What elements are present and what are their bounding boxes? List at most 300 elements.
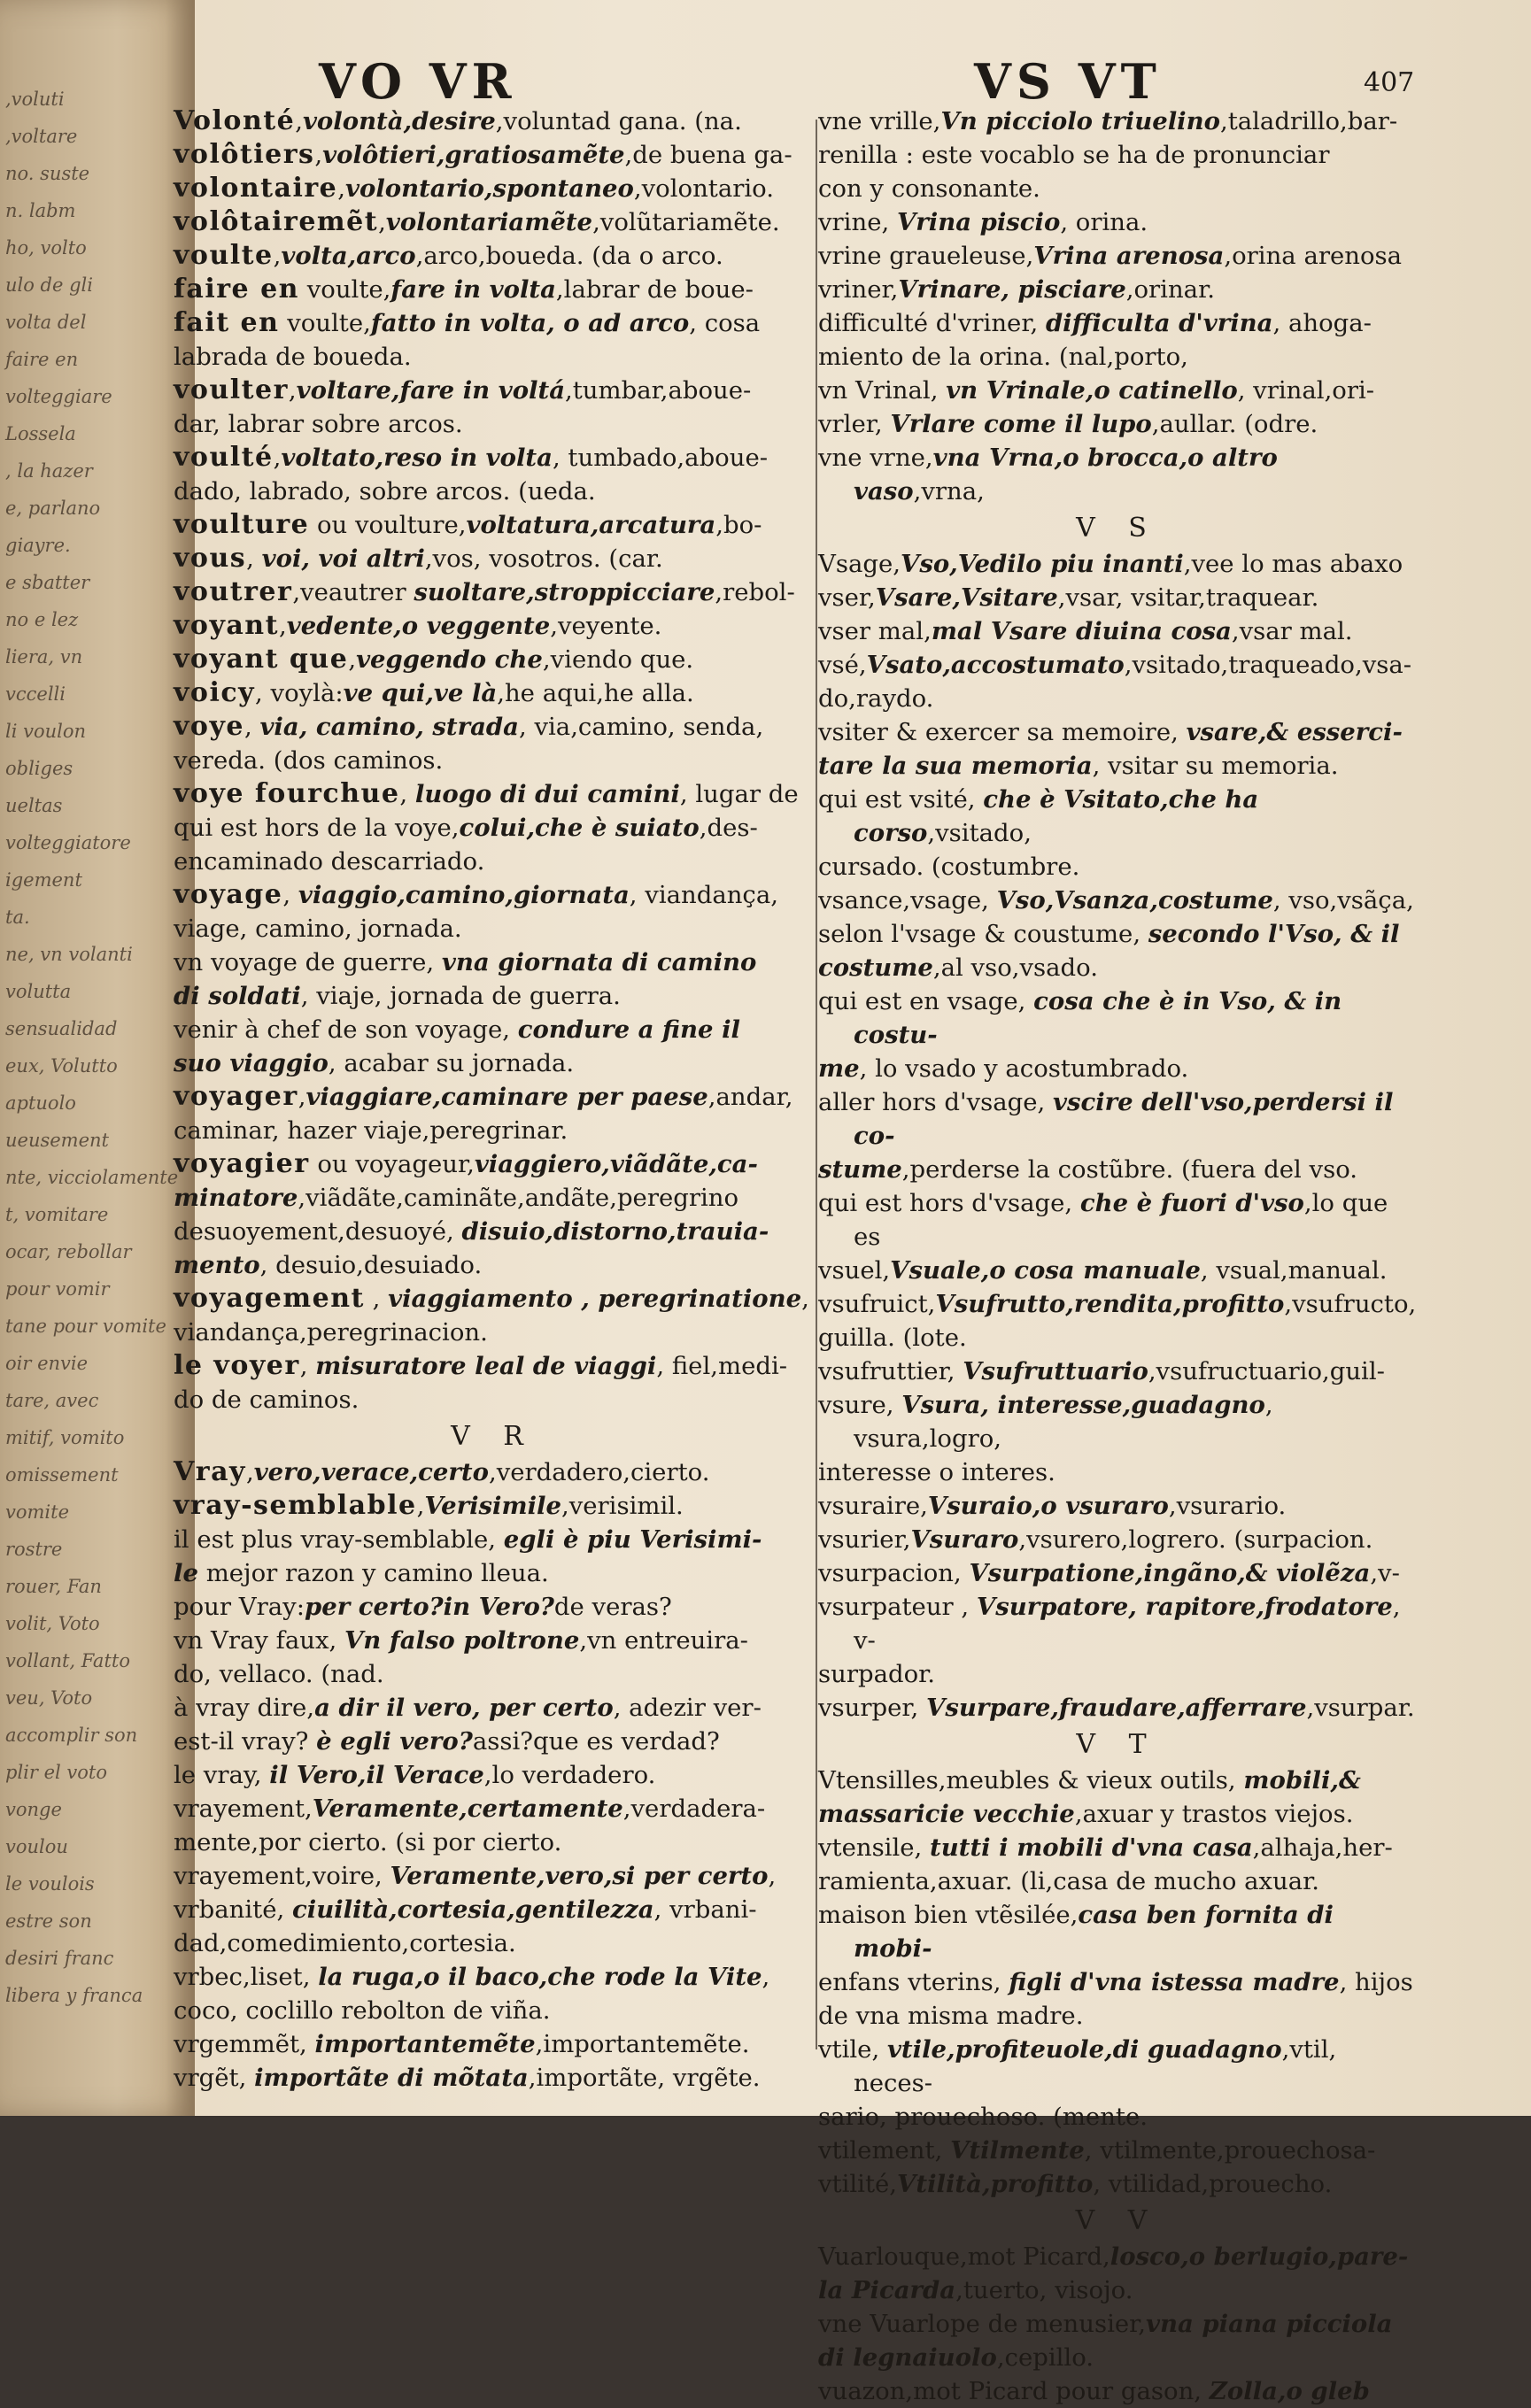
margin-fragment: faire en [5,349,79,370]
margin-fragment: ,voluti [5,89,65,110]
margin-fragment: libera y franca [5,1985,143,2006]
dictionary-line [818,2341,1417,2374]
dictionary-line [818,2374,1417,2408]
italian-gloss: minatore [174,1184,298,1212]
italian-gloss: viaggiero,viãdãte,ca- [474,1150,758,1178]
dictionary-line [174,1624,813,1657]
italian-gloss: fare in volta [390,275,556,304]
italian-gloss: di legnaiuolo [818,2343,997,2372]
french-text: vuazon,mot Picard pour gason, [818,2377,1210,2405]
spanish-gloss: , lugar de [679,780,799,808]
dictionary-line [818,917,1417,951]
dictionary-line [174,508,813,542]
italian-gloss: Vsurpatione,ingãno,& violẽza [969,1559,1371,1587]
french-text: , [273,242,282,270]
italian-gloss: vero,verace,certo [253,1458,489,1486]
spanish-gloss: , cosa [689,309,761,337]
spanish-gloss: ,volontario. [633,174,774,203]
french-text: , [245,1458,254,1486]
italian-gloss: volta,arco [281,242,416,270]
spanish-gloss: , viandança, [629,881,778,909]
italian-gloss: vna giornata di camino [441,948,757,976]
italian-gloss: importantemẽte [314,2030,536,2058]
italian-gloss: massaricie vecchie [818,1800,1075,1828]
headword: voulté [174,442,274,473]
french-text: qui est hors de la voye, [174,814,460,842]
headword: voye [174,711,244,742]
margin-fragment: igement [5,869,82,891]
italian-gloss: viaggiamento , peregrinatione [388,1285,802,1313]
italian-gloss: voltato,reso in volta [281,444,553,472]
french-text: , [399,780,415,808]
dictionary-line [174,1080,813,1114]
french-text: , [314,141,323,169]
italian-gloss: vna Vrna,o brocca,o altro vaso [854,444,1278,506]
italian-gloss: veggendo che [356,645,543,674]
headword: voyager [174,1081,298,1112]
french-text: vsufruttier, [818,1357,963,1385]
dictionary-line [818,2100,1417,2134]
french-text: miento de la orina. (nal,porto, [818,343,1188,371]
dictionary-line [818,614,1417,648]
spanish-gloss: , hijos [1339,1968,1413,1996]
italian-gloss: Veramente,vero,si per certo [390,1862,769,1890]
french-text: enfans vterins, [818,1968,1009,1996]
dictionary-line [174,609,813,643]
margin-fragment: volta del [5,312,87,333]
french-text: vne vrille, [818,107,941,135]
french-text: qui est en vsage, [818,987,1034,1015]
french-text: caminar, hazer viaje,peregrinar. [174,1116,568,1145]
italian-gloss: è egli vero? [316,1727,473,1756]
italian-gloss: colui,che è suiato [459,814,700,842]
spanish-gloss: ,vsurpar. [1306,1694,1415,1722]
italian-gloss: voltare,fare in voltá [296,376,566,405]
dictionary-line [174,878,813,912]
french-text: dar, labrar sobre arcos. [174,410,463,438]
dictionary-line [818,1052,1417,1085]
dictionary-line [818,648,1417,682]
spanish-gloss: ,verisimil. [561,1492,684,1520]
dictionary-line [818,1388,1417,1455]
dictionary-line [174,643,813,676]
french-text: vne vrne, [818,444,933,472]
spanish-gloss: , via,camino, senda, [518,713,764,741]
spanish-gloss: ,lo verdadero. [483,1761,656,1789]
margin-fragment: e, parlano [5,498,101,519]
french-text: vtile, [818,2035,887,2064]
dictionary-line [174,1657,813,1691]
dictionary-line [818,1965,1417,1999]
italian-gloss: Vrinare, pisciare [898,275,1126,304]
italian-gloss: Veramente,certamente [312,1794,623,1823]
headword: voulture [174,509,310,540]
italian-gloss: volôtieri,gratiosamẽte [322,141,625,169]
dictionary-line [174,1792,813,1825]
dictionary-line [174,1859,813,1893]
french-text: est-il vray? [174,1727,317,1756]
french-text: vsurper, [818,1694,926,1722]
section-heading: V S [1076,513,1159,544]
dictionary-line [174,273,813,306]
dictionary-line [174,340,813,374]
margin-fragment: vollant, Fatto [5,1650,130,1671]
dictionary-line [174,441,813,475]
french-text: dado, labrado, sobre arcos. (ueda. [174,477,596,506]
italian-gloss: viaggiare,caminare per paese [305,1083,708,1111]
french-text: , [295,107,303,135]
dictionary-line [818,1321,1417,1354]
margin-fragment: no e lez [5,609,79,630]
french-text: à vray dire, [174,1694,315,1722]
headword: le voyer [174,1350,300,1381]
italian-gloss: Vso,Vsanza,costume [996,886,1273,915]
margin-fragment: pour vomir [5,1278,110,1300]
dictionary-line [818,682,1417,715]
spanish-gloss: ,volũtariamẽte. [592,208,780,236]
dictionary-line [818,1764,1417,1797]
headword: Volonté [174,105,296,136]
french-text: ,veautrer [292,578,414,606]
italian-gloss: il Vero,il Verace [269,1761,484,1789]
margin-fragment: volit, Voto [5,1613,100,1634]
italian-gloss: Vsufrutto,rendita,profitto [935,1290,1285,1318]
spanish-gloss: ,vsurario. [1168,1492,1287,1520]
dictionary-line [174,1046,813,1080]
dictionary-line [818,2167,1417,2201]
italian-gloss: stume [818,1155,902,1184]
italian-gloss: Vsuraro [910,1525,1019,1554]
spanish-gloss: ,importantemẽte. [535,2030,750,2058]
italian-gloss: tutti i mobili d'vna casa [930,1833,1253,1862]
italian-gloss: Vsuraio,o vsuraro [927,1492,1169,1520]
french-text: vrgẽt, [174,2064,255,2092]
dictionary-line [818,104,1417,138]
italian-gloss: me [818,1054,860,1083]
french-text: vsure, [818,1391,902,1419]
dictionary-line [818,884,1417,917]
dictionary-line [818,138,1417,172]
margin-fragment: omissement [5,1464,119,1486]
dictionary-line [174,1758,813,1792]
french-text: , [246,544,262,573]
dictionary-line [818,239,1417,273]
french-text: voulte, [279,309,371,337]
italian-gloss: vsare,& esserci- [1186,718,1403,746]
french-text: voulte, [298,275,391,304]
headword: volontaire [174,173,338,204]
italian-gloss: tare la sua memoria [818,752,1093,780]
french-text: vsuel, [818,1256,891,1285]
italian-gloss: importãte di mõtata [254,2064,529,2092]
french-text: selon l'vsage & coustume, [818,920,1148,948]
dictionary-line [818,850,1417,884]
french-text: vrler, [818,410,891,438]
french-text: , voylà: [255,679,344,707]
margin-fragment: rouer, Fan [5,1576,102,1597]
dictionary-line [174,1556,813,1590]
italian-gloss: Vsura, interesse,guadagno [901,1391,1265,1419]
dictionary-line [174,744,813,777]
italian-gloss: Vtilmente [950,2136,1085,2165]
french-text: vrine, [818,208,897,236]
dictionary-line [818,984,1417,1052]
margin-fragment: nte, vicciolamente [5,1167,179,1188]
dictionary-line [818,1797,1417,1831]
french-text: surpador. [818,1660,935,1688]
italian-gloss: vn Vrinale,o catinello [946,376,1238,405]
italian-gloss: Vn falso poltrone [344,1626,580,1655]
italian-gloss: costume [818,953,933,982]
dictionary-line [174,1349,813,1383]
margin-fragment: no. suste [5,163,90,184]
italian-gloss: casa ben fornita di mobi- [854,1901,1334,1963]
dictionary-line [818,2273,1417,2307]
margin-fragment: n. labm [5,200,76,221]
dictionary-line [174,845,813,878]
dictionary-line [174,138,813,172]
spanish-gloss: , adezir ver- [613,1694,762,1722]
margin-fragment: rostre [5,1539,63,1560]
margin-fragment: eux, Volutto [5,1055,118,1077]
spanish-gloss: ,orinar. [1125,275,1215,304]
spanish-gloss: , vtilmente,prouechosa- [1084,2136,1376,2165]
headword: voulte [174,240,274,271]
italian-gloss: Verisimile [424,1492,561,1520]
spanish-gloss: ,vtil, neces- [854,2035,1337,2097]
french-text: vrgemmẽt, [174,2030,315,2058]
dictionary-line [174,1383,813,1416]
dictionary-line [174,676,813,710]
margin-fragment: ho, volto [5,237,87,259]
french-text: vne Vuarlope de menusier, [818,2310,1147,2338]
spanish-gloss: , desuio,desuiado. [259,1251,483,1279]
margin-fragment: ne, vn volanti [5,944,133,965]
french-text: vriner, [818,275,899,304]
french-text: vsiter & exercer sa memoire, [818,718,1187,746]
french-text: sario, prouechoso. (mente. [818,2103,1148,2131]
spanish-gloss: ,v- [1370,1559,1400,1587]
margin-fragment: vonge [5,1799,62,1820]
dictionary-line [818,2134,1417,2167]
italian-gloss: fatto in volta, o ad arco [370,309,690,337]
italian-gloss: difficulta d'vrina [1045,309,1273,337]
spanish-gloss: , viaje, jornada de guerra. [300,982,621,1010]
dictionary-line [818,581,1417,614]
spanish-gloss: ,vsurero,logrero. (surpacion. [1018,1525,1373,1554]
dictionary-line [818,1864,1417,1898]
french-text: , [273,444,282,472]
spanish-gloss: , vrinal,ori- [1237,376,1375,405]
right-running-head: VS VT [974,53,1162,110]
spanish-gloss: ,vrna, [913,477,985,506]
spanish-gloss: ,vsufructuario,guil- [1148,1357,1385,1385]
french-text: qui est hors d'vsage, [818,1189,1080,1217]
margin-fragment: ueltas [5,795,63,816]
dictionary-line [174,1147,813,1181]
dictionary-line [174,1825,813,1859]
french-text: ramienta,axuar. (li,casa de mucho axuar. [818,1867,1320,1895]
dictionary-line [818,1153,1417,1186]
dictionary-line [818,1085,1417,1153]
italian-gloss: che è Vsitato,che ha corso [854,785,1259,847]
french-text: vrbec,liset, [174,1963,319,1991]
margin-fragment: ocar, rebollar [5,1241,132,1262]
french-text: , [364,1285,389,1313]
dictionary-line [818,340,1417,374]
margin-fragment: desiri franc [5,1948,114,1969]
french-text: guilla. (lote. [818,1324,967,1352]
dictionary-line [174,1994,813,2027]
spanish-gloss: ,verdadera- [622,1794,766,1823]
spanish-gloss: ,orina arenosa [1224,242,1403,270]
dictionary-line [818,441,1417,508]
spanish-gloss: ,vsufructo, [1284,1290,1417,1318]
spanish-gloss: , [801,1285,809,1313]
french-text: , [378,208,386,236]
headword: voyagier [174,1148,310,1179]
spanish-gloss: ,vsar mal. [1231,617,1353,645]
italian-gloss: figli d'vna istessa madre [1009,1968,1340,1996]
spanish-gloss: ,vsar, vsitar,traquear. [1057,583,1319,612]
spanish-gloss: ,cepillo. [996,2343,1094,2372]
spanish-gloss: ,axuar y trastos viejos. [1074,1800,1354,1828]
italian-gloss: egli è piu Verisimi- [503,1525,762,1554]
dictionary-line [818,715,1417,749]
french-text: vn Vrinal, [818,376,947,405]
spanish-gloss: , tumbado,aboue- [552,444,769,472]
french-text: renilla : este vocablo se ha de pronunciar [818,141,1330,169]
dictionary-line [174,1282,813,1316]
spanish-gloss: ,tuerto, visojo. [955,2276,1133,2304]
margin-fragment: t, vomitare [5,1204,109,1225]
spanish-gloss: ,andar, [708,1083,793,1111]
spanish-gloss: ,lo que es [854,1189,1388,1251]
spanish-gloss: ,taladrillo,bar- [1219,107,1398,135]
margin-fragment: vomite [5,1501,70,1523]
italian-gloss: volontario,spontaneo [345,174,634,203]
french-text: vsufruict, [818,1290,936,1318]
spanish-gloss: , vso,vsãça, [1272,886,1414,915]
left-running-head: VO VR [319,53,517,110]
spanish-gloss: ,vsitado,traqueado,vsa- [1124,651,1412,679]
italian-gloss: condure a fine il [517,1015,740,1044]
french-text: Vsage, [818,550,901,578]
spanish-gloss: ,he aqui,he alla. [497,679,694,707]
spanish-gloss: ,de buena ga- [624,141,793,169]
spanish-gloss: , orina. [1060,208,1148,236]
margin-fragment: oir envie [5,1353,89,1374]
french-text: encaminado descarriado. [174,847,485,876]
french-text: vsuraire, [818,1492,928,1520]
italian-gloss: Vrina piscio [896,208,1061,236]
left-column [174,104,813,2095]
spanish-gloss: ,labrar de boue- [555,275,754,304]
headword: voyagement [174,1283,365,1314]
margin-fragment: plir el voto [5,1762,107,1783]
dictionary-line [174,475,813,508]
french-text: Vuarlouque,mot Picard, [818,2242,1110,2271]
french-text: qui est vsité, [818,785,984,814]
dictionary-line [174,945,813,979]
italian-gloss: disuio,distorno,trauia- [461,1217,769,1246]
dictionary-line [174,1489,813,1523]
dictionary-line [174,912,813,945]
spanish-gloss: ,viãdãte,caminãte,andãte,peregrino [298,1184,739,1212]
headword: voyant que [174,644,349,675]
headword: volôtairemẽt [174,206,379,237]
dictionary-line [818,2240,1417,2273]
margin-fragment: volteggiatore [5,832,131,853]
italian-gloss: Zolla,o gleb [1209,2377,1370,2405]
dictionary-line [818,1523,1417,1556]
french-text: vsurier, [818,1525,911,1554]
spanish-gloss: ,vsitado, [927,819,1032,847]
italian-gloss: vtile,profiteuole,di guadagno [886,2035,1282,2064]
spanish-gloss: ,aullar. (odre. [1151,410,1318,438]
french-text: de vna misma madre. [818,2002,1084,2030]
italian-gloss: voi, voi altri [261,544,425,573]
spanish-gloss: ,vee lo mas abaxo [1183,550,1403,578]
italian-gloss: mal Vsare diuina cosa [931,617,1232,645]
spanish-gloss: , vrbani- [653,1895,757,1924]
dictionary-line [818,547,1417,581]
margin-fragment: li voulon [5,721,87,742]
dictionary-line [818,951,1417,984]
dictionary-line [174,1960,813,1994]
french-text: vsurpateur , [818,1593,977,1621]
italian-gloss: voltatura,arcatura [466,511,716,539]
headword: Vray [174,1456,246,1487]
french-text: , [298,1083,306,1111]
dictionary-line [818,1999,1417,2033]
headword: vray-semblable [174,1490,417,1521]
french-text: Vtensilles,meubles & vieux outils, [818,1766,1244,1794]
italian-gloss: Vso,Vedilo piu inanti [901,550,1184,578]
spanish-gloss: , vtilidad,prouecho. [1093,2170,1333,2198]
spanish-gloss: ,vos, vosotros. (car. [424,544,663,573]
italian-gloss: Vsato,accostumato [866,651,1125,679]
spanish-gloss: , vsura,logro, [854,1391,1273,1453]
french-text: , [282,881,298,909]
margin-fragment: Lossela [5,423,76,444]
margin-fragment: sensualidad [5,1018,118,1039]
italian-gloss: Vsare,Vsitare [875,583,1058,612]
italian-gloss: la ruga,o il baco,che rode la Vite [318,1963,762,1991]
margin-fragment: aptuolo [5,1092,76,1114]
french-text: interesse o interes. [818,1458,1055,1486]
dictionary-line [818,172,1417,205]
french-text: vsé, [818,651,867,679]
margin-fragment: tane pour vomite [5,1316,166,1337]
spanish-gloss: ,importãte, vrgẽte. [528,2064,761,2092]
italian-gloss: losco,o berlugio,pare- [1110,2242,1409,2271]
dictionary-line [818,273,1417,306]
dictionary-line [174,172,813,205]
spanish-gloss: , [768,1862,777,1890]
dictionary-line [818,1691,1417,1725]
dictionary-line [174,205,813,239]
french-text: vsance,vsage, [818,886,997,915]
headword: volôtiers [174,139,315,170]
italian-gloss: vedente,o veggente [286,612,551,640]
french-text: aller hors d'vsage, [818,1088,1053,1116]
french-text: ou voulture, [309,511,467,539]
french-text: vrbanité, [174,1895,292,1924]
margin-fragment: le voulois [5,1873,95,1895]
dictionary-line [174,374,813,407]
dictionary-line [174,1248,813,1282]
